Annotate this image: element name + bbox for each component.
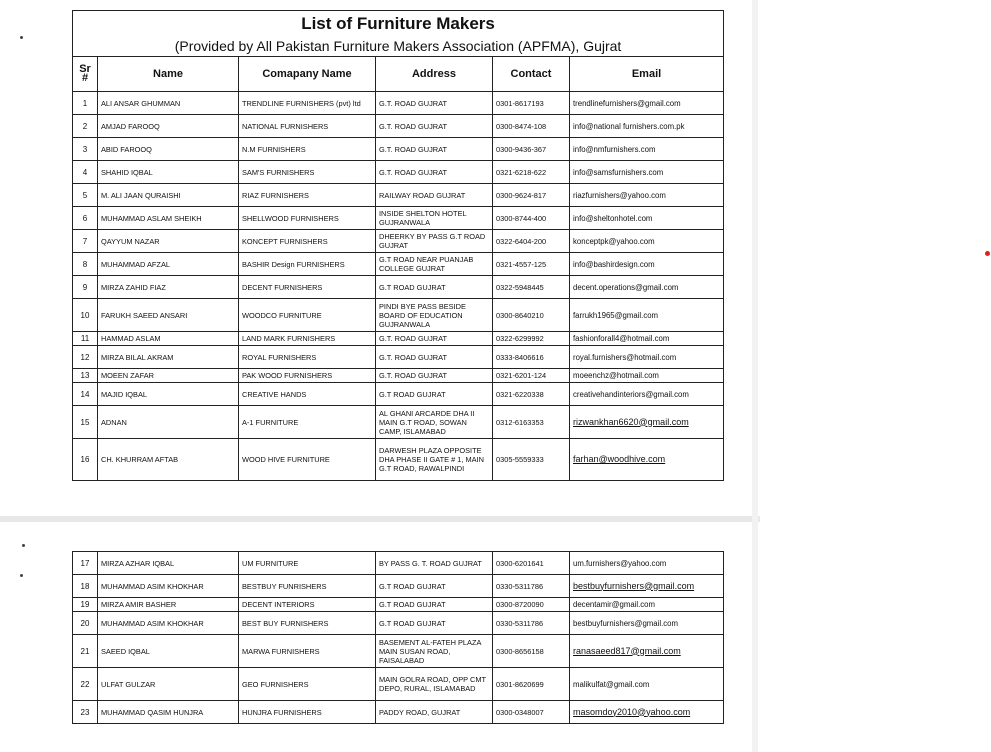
cell-email: bestbuyfurnishers@gmail.com	[570, 612, 724, 635]
cell-address: BASEMENT AL-FATEH PLAZA MAIN SUSAN ROAD, FAISALABAD	[376, 635, 493, 668]
cell-name: MIRZA ZAHID FIAZ	[98, 276, 239, 299]
cell-company: GEO FURNISHERS	[239, 668, 376, 701]
table-row	[73, 668, 724, 701]
cell-email	[570, 635, 724, 668]
title-cell	[73, 11, 724, 57]
cell-sr: 17	[73, 552, 98, 575]
email-link: ranasaeed817@gmail.com	[573, 645, 681, 656]
cell-address: G.T. ROAD GUJRAT	[376, 138, 493, 161]
cell-email: creativehandinteriors@gmail.com	[570, 383, 724, 406]
table-row	[73, 253, 724, 276]
header-email: Email	[570, 57, 724, 92]
cell-contact: 0330-5311786	[493, 575, 570, 598]
cell-name: MIRZA BILAL AKRAM	[98, 346, 239, 369]
cell-address: G.T ROAD GUJRAT	[376, 383, 493, 406]
cell-contact: 0301-8620699	[493, 668, 570, 701]
cell-company: BASHIR Design FURNISHERS	[239, 253, 376, 276]
cell-company: UM FURNITURE	[239, 552, 376, 575]
table-row	[73, 115, 724, 138]
cell-contact: 0322-6404-200	[493, 230, 570, 253]
cell-name: FARUKH SAEED ANSARI	[98, 299, 239, 332]
furniture-makers-table-page-2	[72, 551, 724, 724]
cell-company: LAND MARK FURNISHERS	[239, 332, 376, 346]
cell-address: G.T ROAD GUJRAT	[376, 575, 493, 598]
cell-address: G.T. ROAD GUJRAT	[376, 92, 493, 115]
cell-name: ADNAN	[98, 406, 239, 439]
scan-speck	[22, 544, 25, 547]
header-name: Name	[98, 57, 239, 92]
cell-name: MIRZA AMIR BASHER	[98, 598, 239, 612]
cell-sr: 9	[73, 276, 98, 299]
cell-email: decent.operations@gmail.com	[570, 276, 724, 299]
cell-sr: 7	[73, 230, 98, 253]
cell-email	[570, 575, 724, 598]
cell-sr: 12	[73, 346, 98, 369]
cell-contact: 0301-8617193	[493, 92, 570, 115]
table-row	[73, 332, 724, 346]
cell-address: RAILWAY ROAD GUJRAT	[376, 184, 493, 207]
table-row	[73, 276, 724, 299]
cell-company: PAK WOOD FURNISHERS	[239, 369, 376, 383]
cell-contact: 0321-6218-622	[493, 161, 570, 184]
cell-sr: 19	[73, 598, 98, 612]
table-row	[73, 138, 724, 161]
cell-name: HAMMAD ASLAM	[98, 332, 239, 346]
table-row	[73, 299, 724, 332]
title-row	[73, 11, 724, 57]
header-sr: Sr #	[73, 57, 98, 92]
cell-sr: 13	[73, 369, 98, 383]
cell-email: info@nmfurnishers.com	[570, 138, 724, 161]
cell-company: DECENT FURNISHERS	[239, 276, 376, 299]
email-link: bestbuyfurnishers@gmail.com	[573, 580, 695, 591]
cell-address: G.T. ROAD GUJRAT	[376, 332, 493, 346]
cell-contact: 0312-6163353	[493, 406, 570, 439]
table-row	[73, 346, 724, 369]
scan-speck	[20, 36, 23, 39]
cell-name: MUHAMMAD AFZAL	[98, 253, 239, 276]
cell-name: MUHAMMAD ASIM KHOKHAR	[98, 612, 239, 635]
table-row	[73, 161, 724, 184]
cell-contact: 0322-5948445	[493, 276, 570, 299]
page-edge	[752, 0, 758, 752]
cell-address: BY PASS G. T. ROAD GUJRAT	[376, 552, 493, 575]
table-row	[73, 552, 724, 575]
table-row	[73, 369, 724, 383]
table-row	[73, 598, 724, 612]
cell-sr: 3	[73, 138, 98, 161]
cell-company: RIAZ FURNISHERS	[239, 184, 376, 207]
cell-sr: 21	[73, 635, 98, 668]
cell-address: G.T. ROAD GUJRAT	[376, 346, 493, 369]
cell-email: riazfurnishers@yahoo.com	[570, 184, 724, 207]
cell-contact: 0305-5559333	[493, 439, 570, 481]
cell-sr: 1	[73, 92, 98, 115]
cell-email: fashionforall4@hotmail.com	[570, 332, 724, 346]
cell-sr: 16	[73, 439, 98, 481]
cell-contact: 0300-8656158	[493, 635, 570, 668]
cell-address: PINDI BYE PASS BESIDE BOARD OF EDUCATION GUJRANWALA	[376, 299, 493, 332]
cell-email	[570, 406, 724, 439]
cell-company: SHELLWOOD FURNISHERS	[239, 207, 376, 230]
cell-name: MAJID IQBAL	[98, 383, 239, 406]
cell-email: konceptpk@yahoo.com	[570, 230, 724, 253]
cell-name: ULFAT GULZAR	[98, 668, 239, 701]
document-title: List of Furniture Makers	[301, 13, 495, 33]
cell-contact: 0322-6299992	[493, 332, 570, 346]
cell-email: malikulfat@gmail.com	[570, 668, 724, 701]
header-company: Comapany Name	[239, 57, 376, 92]
cell-company: HUNJRA FURNISHERS	[239, 701, 376, 724]
cell-company: BESTBUY FUNRISHERS	[239, 575, 376, 598]
table-row	[73, 92, 724, 115]
cell-contact: 0300-8474-108	[493, 115, 570, 138]
cell-address: DARWESH PLAZA OPPOSITE DHA PHASE II GATE # 1, MAIN G.T ROAD, RAWALPINDI	[376, 439, 493, 481]
cell-company: WOOD HIVE FURNITURE	[239, 439, 376, 481]
table-row	[73, 701, 724, 724]
cell-address: AL GHANI ARCARDE DHA II MAIN G.T ROAD, SOWAN CAMP, ISLAMABAD	[376, 406, 493, 439]
cell-email: decentamir@gmail.com	[570, 598, 724, 612]
cell-address: MAIN GOLRA ROAD, OPP CMT DEPO, RURAL, ISLAMABAD	[376, 668, 493, 701]
cell-name: MUHAMMAD ASLAM SHEIKH	[98, 207, 239, 230]
cell-email	[570, 701, 724, 724]
cell-address: PADDY ROAD, GUJRAT	[376, 701, 493, 724]
cell-contact: 0321-4557-125	[493, 253, 570, 276]
cell-company: MARWA FURNISHERS	[239, 635, 376, 668]
cell-address: G.T ROAD GUJRAT	[376, 276, 493, 299]
cell-sr: 8	[73, 253, 98, 276]
cell-contact: 0300-0348007	[493, 701, 570, 724]
header-address: Address	[376, 57, 493, 92]
cell-company: CREATIVE HANDS	[239, 383, 376, 406]
table-row	[73, 612, 724, 635]
cell-company: WOODCO FURNITURE	[239, 299, 376, 332]
table-row	[73, 383, 724, 406]
cell-sr: 11	[73, 332, 98, 346]
cell-name: SHAHID IQBAL	[98, 161, 239, 184]
cell-contact: 0300-9624-817	[493, 184, 570, 207]
cell-contact: 0300-8640210	[493, 299, 570, 332]
cell-name: M. ALI JAAN QURAISHI	[98, 184, 239, 207]
cell-contact: 0330-5311786	[493, 612, 570, 635]
cell-name: CH. KHURRAM AFTAB	[98, 439, 239, 481]
cell-name: SAEED IQBAL	[98, 635, 239, 668]
cell-company: NATIONAL FURNISHERS	[239, 115, 376, 138]
cell-email: um.furnishers@yahoo.com	[570, 552, 724, 575]
cell-address: INSIDE SHELTON HOTEL GUJRANWALA	[376, 207, 493, 230]
cell-company: DECENT INTERIORS	[239, 598, 376, 612]
cell-address: G.T. ROAD GUJRAT	[376, 115, 493, 138]
cell-contact: 0321-6201-124	[493, 369, 570, 383]
cell-name: MIRZA AZHAR IQBAL	[98, 552, 239, 575]
cell-name: ABID FAROOQ	[98, 138, 239, 161]
cell-address: G.T. ROAD GUJRAT	[376, 369, 493, 383]
furniture-makers-table-page-1	[72, 10, 724, 481]
table-row	[73, 439, 724, 481]
cell-sr: 10	[73, 299, 98, 332]
cell-sr: 14	[73, 383, 98, 406]
cell-company: N.M FURNISHERS	[239, 138, 376, 161]
table-row	[73, 230, 724, 253]
cell-address: G.T ROAD GUJRAT	[376, 612, 493, 635]
header-contact: Contact	[493, 57, 570, 92]
cell-name: ALI ANSAR GHUMMAN	[98, 92, 239, 115]
cell-contact: 0300-9436-367	[493, 138, 570, 161]
cell-company: SAM'S FURNISHERS	[239, 161, 376, 184]
cell-name: MOEEN ZAFAR	[98, 369, 239, 383]
cell-sr: 23	[73, 701, 98, 724]
cell-email: royal.furnishers@hotmail.com	[570, 346, 724, 369]
email-link: masomdoy2010@yahoo.com	[573, 706, 691, 717]
cell-email: info@sheltonhotel.com	[570, 207, 724, 230]
cell-email: moeenchz@hotmail.com	[570, 369, 724, 383]
cell-contact: 0333-8406616	[493, 346, 570, 369]
cell-company: BEST BUY FURNISHERS	[239, 612, 376, 635]
table-row	[73, 207, 724, 230]
table-row	[73, 635, 724, 668]
cell-contact: 0300-6201641	[493, 552, 570, 575]
page-gap	[0, 516, 760, 522]
cell-email: info@bashirdesign.com	[570, 253, 724, 276]
email-link: farhan@woodhive.com	[573, 454, 666, 464]
red-marker-dot	[985, 251, 990, 256]
cell-sr: 22	[73, 668, 98, 701]
header-row	[73, 57, 724, 92]
cell-name: MUHAMMAD QASIM HUNJRA	[98, 701, 239, 724]
cell-email: info@samsfurnishers.com	[570, 161, 724, 184]
cell-address: DHEERKY BY PASS G.T ROAD GUJRAT	[376, 230, 493, 253]
cell-name: QAYYUM NAZAR	[98, 230, 239, 253]
cell-sr: 2	[73, 115, 98, 138]
table-row	[73, 575, 724, 598]
cell-address: G.T ROAD GUJRAT	[376, 598, 493, 612]
cell-sr: 15	[73, 406, 98, 439]
cell-company: ROYAL FURNISHERS	[239, 346, 376, 369]
cell-email: trendlinefurnishers@gmail.com	[570, 92, 724, 115]
cell-email: info@national furnishers.com.pk	[570, 115, 724, 138]
cell-contact: 0300-8744-400	[493, 207, 570, 230]
cell-email: farrukh1965@gmail.com	[570, 299, 724, 332]
cell-sr: 20	[73, 612, 98, 635]
cell-name: MUHAMMAD ASIM KHOKHAR	[98, 575, 239, 598]
table-row	[73, 184, 724, 207]
cell-address: G.T. ROAD GUJRAT	[376, 161, 493, 184]
cell-sr: 5	[73, 184, 98, 207]
cell-company: TRENDLINE FURNISHERS (pvt) ltd	[239, 92, 376, 115]
cell-address: G.T ROAD NEAR PUANJAB COLLEGE GUJRAT	[376, 253, 493, 276]
cell-sr: 4	[73, 161, 98, 184]
cell-contact: 0300-8720090	[493, 598, 570, 612]
document-subtitle: (Provided by All Pakistan Furniture Makers Association (APFMA), Gujrat	[174, 37, 622, 54]
email-link: rizwankhan6620@gmail.com	[573, 416, 689, 427]
cell-sr: 18	[73, 575, 98, 598]
cell-sr: 6	[73, 207, 98, 230]
cell-company: KONCEPT FURNISHERS	[239, 230, 376, 253]
cell-contact: 0321-6220338	[493, 383, 570, 406]
table-row	[73, 406, 724, 439]
cell-email	[570, 439, 724, 481]
cell-name: AMJAD FAROOQ	[98, 115, 239, 138]
scan-speck	[20, 574, 23, 577]
cell-company: A-1 FURNITURE	[239, 406, 376, 439]
